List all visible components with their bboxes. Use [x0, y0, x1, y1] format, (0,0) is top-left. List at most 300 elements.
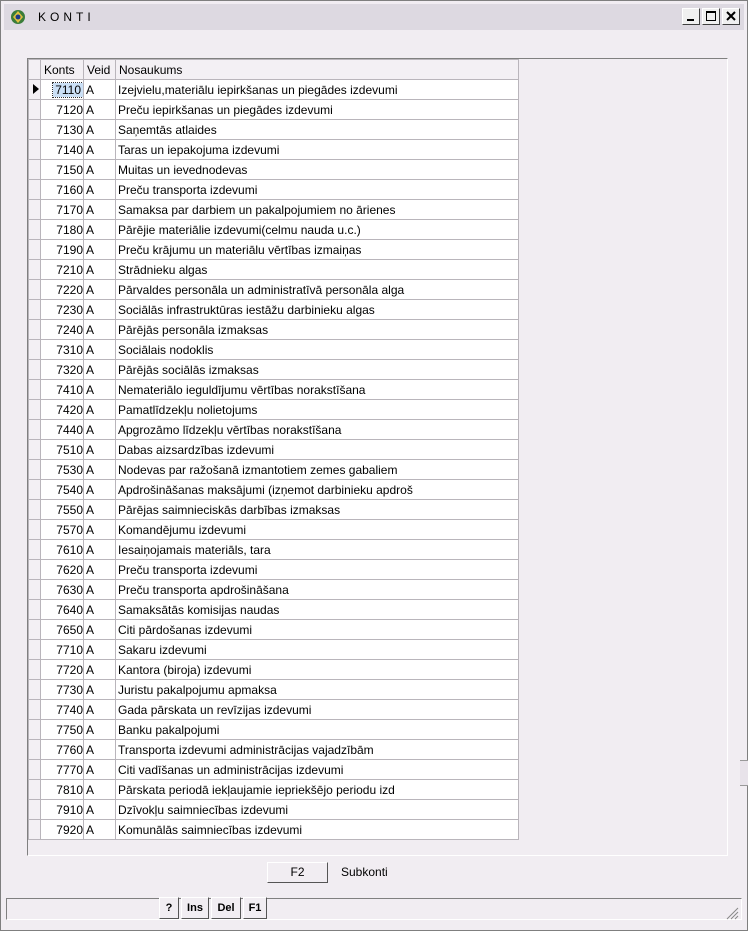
cell-konts[interactable]	[41, 380, 84, 400]
row-indicator[interactable]	[29, 540, 41, 560]
cell-nosaukums-text: Kantora (biroja) izdevumi	[118, 662, 252, 677]
window-edge-fragment	[740, 760, 748, 786]
cell-veid-text: A	[86, 262, 95, 277]
cell-veid-text: A	[86, 122, 95, 137]
cell-veid[interactable]	[84, 760, 116, 780]
cell-veid-text: A	[86, 522, 95, 537]
cell-nosaukums-text: Preču transporta apdrošināšana	[118, 582, 289, 597]
cell-konts[interactable]	[41, 440, 84, 460]
table-row[interactable]	[29, 680, 519, 700]
row-indicator[interactable]	[29, 560, 41, 580]
row-indicator[interactable]	[29, 220, 41, 240]
row-indicator[interactable]	[29, 480, 41, 500]
cell-veid-text: A	[86, 622, 95, 637]
cell-konts[interactable]	[41, 320, 84, 340]
row-indicator[interactable]	[29, 440, 41, 460]
cell-konts-text: 7740	[56, 702, 83, 717]
cell-konts[interactable]	[41, 700, 84, 720]
cell-nosaukums[interactable]	[116, 400, 519, 420]
cell-nosaukums-text: Sociālās infrastruktūras iestāžu darbinieku algas	[118, 302, 375, 317]
cell-konts-text: 7440	[56, 422, 83, 437]
row-indicator[interactable]	[29, 180, 41, 200]
cell-nosaukums[interactable]	[116, 500, 519, 520]
row-indicator[interactable]	[29, 380, 41, 400]
column-header-nosaukums[interactable]: Nosaukums	[116, 60, 519, 80]
cell-veid-text: A	[86, 242, 95, 257]
cell-konts-text: 7760	[56, 742, 83, 757]
f1-button[interactable]: F1	[243, 897, 267, 919]
cell-veid-text: A	[86, 822, 95, 837]
cell-veid[interactable]	[84, 220, 116, 240]
cell-veid[interactable]	[84, 800, 116, 820]
cell-konts[interactable]	[41, 800, 84, 820]
cell-konts[interactable]	[41, 640, 84, 660]
table-row[interactable]	[29, 240, 519, 260]
cell-veid[interactable]	[84, 500, 116, 520]
table-row[interactable]	[29, 140, 519, 160]
row-indicator[interactable]	[29, 660, 41, 680]
table-row[interactable]	[29, 380, 519, 400]
cell-veid-text: A	[86, 682, 95, 697]
row-indicator[interactable]	[29, 580, 41, 600]
row-indicator[interactable]	[29, 520, 41, 540]
title-bar[interactable]	[4, 4, 744, 30]
row-indicator[interactable]	[29, 240, 41, 260]
window-title: KONTI	[38, 10, 95, 24]
cell-veid[interactable]	[84, 720, 116, 740]
cell-konts[interactable]	[41, 520, 84, 540]
cell-konts-text: 7630	[56, 582, 83, 597]
cell-veid-text: A	[86, 282, 95, 297]
cell-nosaukums-text: Banku pakalpojumi	[118, 722, 220, 737]
cell-konts[interactable]	[41, 420, 84, 440]
row-indicator[interactable]	[29, 360, 41, 380]
cell-nosaukums[interactable]	[116, 520, 519, 540]
table-row[interactable]	[29, 440, 519, 460]
table-row[interactable]	[29, 580, 519, 600]
cell-veid[interactable]	[84, 580, 116, 600]
cell-veid-text: A	[86, 782, 95, 797]
cell-veid[interactable]	[84, 80, 116, 100]
row-indicator[interactable]	[29, 340, 41, 360]
cell-nosaukums[interactable]	[116, 460, 519, 480]
cell-nosaukums[interactable]	[116, 80, 519, 100]
cell-nosaukums-text: Preču transporta izdevumi	[118, 562, 258, 577]
table-row[interactable]	[29, 320, 519, 340]
cell-konts[interactable]	[41, 120, 84, 140]
cell-nosaukums[interactable]	[116, 140, 519, 160]
cell-nosaukums[interactable]	[116, 240, 519, 260]
cell-veid-text: A	[86, 182, 95, 197]
cell-veid-text: A	[86, 422, 95, 437]
table-row[interactable]	[29, 360, 519, 380]
row-indicator[interactable]	[29, 260, 41, 280]
cell-konts-text: 7730	[56, 682, 83, 697]
cell-veid-text: A	[86, 82, 95, 97]
cell-konts[interactable]	[41, 200, 84, 220]
row-indicator[interactable]	[29, 120, 41, 140]
cell-veid-text: A	[86, 202, 95, 217]
cell-veid[interactable]	[84, 680, 116, 700]
cell-konts-text: 7150	[56, 162, 83, 177]
cell-nosaukums-text: Preču krājumu un materiālu vērtības izmaiņas	[118, 242, 362, 257]
cell-veid[interactable]	[84, 280, 116, 300]
table-row[interactable]	[29, 160, 519, 180]
cell-konts[interactable]	[41, 720, 84, 740]
row-indicator[interactable]	[29, 740, 41, 760]
row-indicator[interactable]	[29, 680, 41, 700]
cell-nosaukums[interactable]	[116, 480, 519, 500]
cell-konts-text: 7570	[56, 522, 83, 537]
maximize-icon	[703, 9, 719, 24]
table-row[interactable]	[29, 800, 519, 820]
cell-veid-text: A	[86, 302, 95, 317]
cell-konts[interactable]	[41, 820, 84, 840]
cell-nosaukums[interactable]	[116, 380, 519, 400]
row-indicator[interactable]	[29, 100, 41, 120]
cell-konts[interactable]	[41, 240, 84, 260]
cell-nosaukums[interactable]	[116, 780, 519, 800]
cell-nosaukums-text: Iesaiņojamais materiāls, tara	[118, 542, 271, 557]
cell-konts-text: 7140	[56, 142, 83, 157]
cell-veid-text: A	[86, 382, 95, 397]
cell-konts[interactable]	[41, 620, 84, 640]
cell-konts-text: 7620	[56, 562, 83, 577]
table-row[interactable]	[29, 520, 519, 540]
cell-veid[interactable]	[84, 120, 116, 140]
minimize-button[interactable]	[682, 8, 700, 25]
cell-konts-text: 7910	[56, 802, 83, 817]
cell-veid-text: A	[86, 562, 95, 577]
cell-nosaukums-text: Taras un iepakojuma izdevumi	[118, 142, 280, 157]
table-row[interactable]	[29, 400, 519, 420]
cell-veid[interactable]	[84, 460, 116, 480]
cell-konts[interactable]	[41, 580, 84, 600]
cell-nosaukums[interactable]	[116, 100, 519, 120]
cell-konts[interactable]	[41, 340, 84, 360]
cell-konts[interactable]	[41, 180, 84, 200]
cell-konts[interactable]	[41, 780, 84, 800]
table-row[interactable]	[29, 560, 519, 580]
row-indicator[interactable]	[29, 420, 41, 440]
cell-konts-text: 7550	[56, 502, 83, 517]
table-row[interactable]	[29, 300, 519, 320]
cell-nosaukums[interactable]	[116, 280, 519, 300]
cell-veid-text: A	[86, 402, 95, 417]
cell-nosaukums[interactable]	[116, 680, 519, 700]
row-indicator[interactable]	[29, 700, 41, 720]
subkonti-f2-button[interactable]: F2	[267, 862, 328, 883]
table-row[interactable]	[29, 280, 519, 300]
cell-veid-text: A	[86, 222, 95, 237]
cell-konts[interactable]	[41, 760, 84, 780]
cell-nosaukums[interactable]	[116, 620, 519, 640]
cell-konts[interactable]	[41, 80, 84, 100]
cell-konts[interactable]	[41, 260, 84, 280]
cell-nosaukums[interactable]	[116, 640, 519, 660]
cell-konts[interactable]	[41, 160, 84, 180]
close-button[interactable]	[722, 8, 740, 25]
cell-nosaukums[interactable]	[116, 200, 519, 220]
cell-nosaukums-text: Saņemtās atlaides	[118, 122, 217, 137]
cell-konts-text: 7420	[56, 402, 83, 417]
cell-nosaukums-text: Apgrozāmo līdzekļu vērtības norakstīšana	[118, 422, 342, 437]
accounts-grid[interactable]	[27, 58, 728, 856]
table-row[interactable]	[29, 600, 519, 620]
column-header-veid[interactable]: Veid	[84, 60, 116, 80]
row-indicator[interactable]	[29, 800, 41, 820]
column-header-konts[interactable]: Konts	[41, 60, 84, 80]
cell-konts-text: 7210	[56, 262, 83, 277]
table-row[interactable]	[29, 420, 519, 440]
cell-nosaukums[interactable]	[116, 420, 519, 440]
cell-nosaukums-text: Pārvaldes personāla un administratīvā personāla alga	[118, 282, 405, 297]
cell-nosaukums[interactable]	[116, 340, 519, 360]
cell-veid[interactable]	[84, 300, 116, 320]
cell-veid-text: A	[86, 662, 95, 677]
cell-konts-text: 7410	[56, 382, 83, 397]
cell-veid[interactable]	[84, 320, 116, 340]
table-row[interactable]	[29, 120, 519, 140]
cell-nosaukums-text: Muitas un ievednodevas	[118, 162, 248, 177]
cell-nosaukums-text: Citi pārdošanas izdevumi	[118, 622, 253, 637]
cell-veid-text: A	[86, 102, 95, 117]
cell-nosaukums-text: Samaksa par darbiem un pakalpojumiem no ārienes	[118, 202, 396, 217]
table-row[interactable]	[29, 540, 519, 560]
cell-nosaukums[interactable]	[116, 760, 519, 780]
cell-konts-text: 7920	[56, 822, 83, 837]
cell-veid[interactable]	[84, 240, 116, 260]
cell-nosaukums[interactable]	[116, 660, 519, 680]
cell-konts[interactable]	[41, 660, 84, 680]
status-bar	[6, 898, 742, 920]
cell-nosaukums-text: Dzīvokļu saimniecības izdevumi	[118, 802, 289, 817]
cell-veid[interactable]	[84, 380, 116, 400]
cell-veid-text: A	[86, 462, 95, 477]
table-row[interactable]	[29, 720, 519, 740]
cell-veid[interactable]	[84, 440, 116, 460]
cell-nosaukums[interactable]	[116, 440, 519, 460]
cell-veid[interactable]	[84, 100, 116, 120]
cell-nosaukums-text: Citi vadīšanas un administrācijas izdevumi	[118, 762, 344, 777]
cell-nosaukums-text: Pārējas saimnieciskās darbības izmaksas	[118, 502, 341, 517]
cell-konts[interactable]	[41, 140, 84, 160]
cell-nosaukums[interactable]	[116, 220, 519, 240]
row-indicator[interactable]	[29, 720, 41, 740]
cell-nosaukums-text: Pārējās sociālās izmaksas	[118, 362, 259, 377]
cell-nosaukums-text: Dabas aizsardzības izdevumi	[118, 442, 275, 457]
cell-veid-text: A	[86, 322, 95, 337]
cell-nosaukums[interactable]	[116, 740, 519, 760]
cell-nosaukums[interactable]	[116, 800, 519, 820]
cell-veid[interactable]	[84, 620, 116, 640]
table-row[interactable]	[29, 640, 519, 660]
table-row[interactable]	[29, 460, 519, 480]
cell-veid-text: A	[86, 742, 95, 757]
table-row[interactable]	[29, 180, 519, 200]
cell-veid[interactable]	[84, 420, 116, 440]
cell-nosaukums[interactable]	[116, 600, 519, 620]
table-row[interactable]	[29, 80, 519, 100]
row-indicator[interactable]	[29, 640, 41, 660]
row-indicator[interactable]	[29, 300, 41, 320]
cell-konts-text: 7650	[56, 622, 83, 637]
cell-nosaukums[interactable]	[116, 560, 519, 580]
cell-nosaukums-text: Pārējās personāla izmaksas	[118, 322, 269, 337]
cell-konts[interactable]	[41, 300, 84, 320]
cell-nosaukums[interactable]	[116, 160, 519, 180]
cell-nosaukums-text: Nemateriālo ieguldījumu vērtības norakstīšana	[118, 382, 366, 397]
cell-konts[interactable]	[41, 100, 84, 120]
cell-veid[interactable]	[84, 400, 116, 420]
cell-veid-text: A	[86, 802, 95, 817]
cell-nosaukums[interactable]	[116, 300, 519, 320]
app-icon	[8, 7, 28, 27]
insert-button[interactable]: Ins	[181, 897, 209, 919]
row-indicator[interactable]	[29, 400, 41, 420]
cell-konts[interactable]	[41, 460, 84, 480]
cell-nosaukums[interactable]	[116, 320, 519, 340]
row-indicator[interactable]	[29, 80, 41, 100]
cell-veid-text: A	[86, 482, 95, 497]
cell-veid[interactable]	[84, 260, 116, 280]
cell-konts-text: 7110	[55, 82, 81, 97]
row-indicator[interactable]	[29, 160, 41, 180]
row-indicator[interactable]	[29, 200, 41, 220]
cell-konts[interactable]	[41, 220, 84, 240]
cell-nosaukums-text: Izejvielu,materiālu iepirkšanas un piegādes izdevumi	[118, 82, 398, 97]
cell-konts[interactable]	[41, 280, 84, 300]
cell-nosaukums-text: Gada pārskata un revīzijas izdevumi	[118, 702, 312, 717]
cell-veid[interactable]	[84, 560, 116, 580]
cell-nosaukums[interactable]	[116, 700, 519, 720]
table-row[interactable]	[29, 660, 519, 680]
cell-konts[interactable]	[41, 400, 84, 420]
cell-nosaukums[interactable]	[116, 120, 519, 140]
cell-konts[interactable]	[41, 500, 84, 520]
cell-konts[interactable]	[41, 560, 84, 580]
cell-nosaukums[interactable]	[116, 820, 519, 840]
table-row[interactable]	[29, 700, 519, 720]
table-row[interactable]	[29, 100, 519, 120]
cell-konts[interactable]	[41, 480, 84, 500]
row-indicator[interactable]	[29, 280, 41, 300]
cell-veid[interactable]	[84, 160, 116, 180]
cell-nosaukums[interactable]	[116, 180, 519, 200]
cell-nosaukums-text: Komunālās saimniecības izdevumi	[118, 822, 303, 837]
row-indicator[interactable]	[29, 600, 41, 620]
table-row[interactable]	[29, 780, 519, 800]
cell-nosaukums[interactable]	[116, 360, 519, 380]
cell-veid[interactable]	[84, 660, 116, 680]
table-row[interactable]	[29, 820, 519, 840]
cell-veid-text: A	[86, 362, 95, 377]
cell-konts-text: 7180	[56, 222, 83, 237]
cell-konts[interactable]	[41, 740, 84, 760]
table-row[interactable]	[29, 340, 519, 360]
cell-veid-text: A	[86, 342, 95, 357]
cell-veid[interactable]	[84, 340, 116, 360]
table-row[interactable]	[29, 760, 519, 780]
cell-veid[interactable]	[84, 820, 116, 840]
cell-nosaukums[interactable]	[116, 540, 519, 560]
row-indicator[interactable]	[29, 500, 41, 520]
cell-konts-text: 7750	[56, 722, 83, 737]
cell-veid[interactable]	[84, 200, 116, 220]
cell-nosaukums-text: Preču iepirkšanas un piegādes izdevumi	[118, 102, 333, 117]
table-row[interactable]	[29, 260, 519, 280]
cell-nosaukums-text: Transporta izdevumi administrācijas vajadzībām	[118, 742, 374, 757]
cell-konts-text: 7310	[56, 342, 83, 357]
cell-veid-text: A	[86, 602, 95, 617]
cell-veid[interactable]	[84, 180, 116, 200]
resize-grip-icon[interactable]	[725, 906, 739, 920]
cell-veid[interactable]	[84, 600, 116, 620]
cell-veid[interactable]	[84, 360, 116, 380]
cell-konts-text: 7510	[56, 442, 83, 457]
cell-konts[interactable]	[41, 680, 84, 700]
cell-veid[interactable]	[84, 540, 116, 560]
row-indicator[interactable]	[29, 780, 41, 800]
cell-veid[interactable]	[84, 140, 116, 160]
row-pointer-icon	[33, 84, 39, 94]
cell-konts-text: 7190	[56, 242, 83, 257]
cell-nosaukums-text: Juristu pakalpojumu apmaksa	[118, 682, 277, 697]
table-row[interactable]	[29, 740, 519, 760]
cell-veid[interactable]	[84, 780, 116, 800]
cell-veid[interactable]	[84, 700, 116, 720]
cell-nosaukums-text: Pārskata periodā iekļaujamie iepriekšējo periodu izd	[118, 782, 395, 797]
table-row[interactable]	[29, 220, 519, 240]
cell-konts-text: 7130	[56, 122, 83, 137]
table-row[interactable]	[29, 500, 519, 520]
row-indicator[interactable]	[29, 820, 41, 840]
row-indicator[interactable]	[29, 320, 41, 340]
cell-konts-text: 7230	[56, 302, 83, 317]
table-row[interactable]	[29, 620, 519, 640]
cell-konts-text: 7640	[56, 602, 83, 617]
cell-konts-text: 7540	[56, 482, 83, 497]
cell-konts-text: 7240	[56, 322, 83, 337]
row-indicator[interactable]	[29, 760, 41, 780]
cell-veid[interactable]	[84, 640, 116, 660]
maximize-button[interactable]	[702, 8, 720, 25]
cell-konts[interactable]	[41, 600, 84, 620]
cell-konts[interactable]	[41, 540, 84, 560]
cell-konts[interactable]	[41, 360, 84, 380]
help-button[interactable]: ?	[159, 897, 179, 919]
cell-veid-text: A	[86, 762, 95, 777]
cell-nosaukums-text: Pamatlīdzekļu nolietojums	[118, 402, 258, 417]
cell-veid-text: A	[86, 702, 95, 717]
cell-konts-text: 7720	[56, 662, 83, 677]
cell-veid[interactable]	[84, 520, 116, 540]
cell-nosaukums[interactable]	[116, 720, 519, 740]
table-row[interactable]	[29, 200, 519, 220]
cell-veid[interactable]	[84, 480, 116, 500]
row-indicator[interactable]	[29, 140, 41, 160]
delete-button[interactable]: Del	[211, 897, 241, 919]
cell-nosaukums[interactable]	[116, 260, 519, 280]
cell-veid-text: A	[86, 542, 95, 557]
table-row[interactable]	[29, 480, 519, 500]
cell-nosaukums-text: Strādnieku algas	[118, 262, 208, 277]
cell-nosaukums[interactable]	[116, 580, 519, 600]
cell-veid[interactable]	[84, 740, 116, 760]
cell-konts-text: 7220	[56, 282, 83, 297]
row-indicator[interactable]	[29, 460, 41, 480]
row-indicator[interactable]	[29, 620, 41, 640]
